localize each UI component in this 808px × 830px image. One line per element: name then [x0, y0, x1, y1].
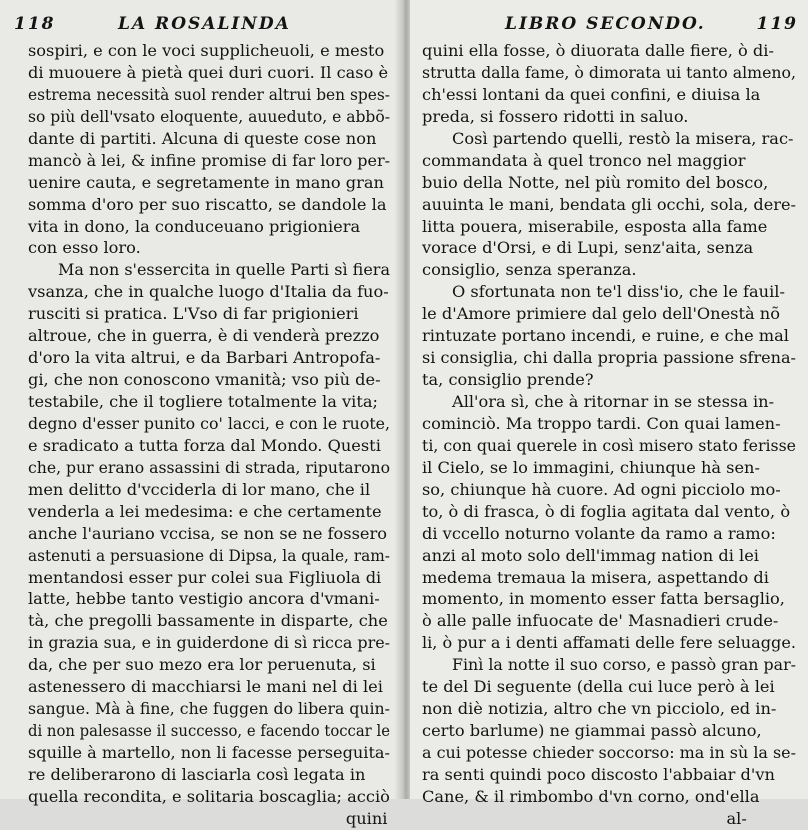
- text-line: certo barlume) ne giammai passò alcuno,: [422, 721, 762, 741]
- text-line: so più dell'vsato eloquente, auueduto, e abbõ-: [28, 106, 390, 126]
- text-line: che, pur erano assassini di strada, riputarono: [28, 457, 390, 477]
- text-line: squille à martello, non li facesse perseguita-: [28, 743, 390, 762]
- text-line: ch'essi lontani da quei confini, e diuisa la: [422, 84, 761, 104]
- text-line: a cui potesse chieder soccorso: ma in sù la se-: [422, 743, 796, 762]
- text-line: Cane, & il rimbombo d'vn corno, ond'ella: [422, 786, 760, 806]
- text-line: tà, che pregolli bassamente in disparte, che: [28, 611, 388, 631]
- text-line: astenessero di macchiarsi le mani nel di lei: [28, 677, 383, 697]
- left-page-text: [28, 40, 423, 830]
- text-line: e sradicato a tutta forza dal Mondo. Questi: [28, 435, 381, 455]
- text-line: ta, consiglio prende?: [422, 370, 594, 390]
- left-page-number: 118: [14, 14, 56, 34]
- text-line: anche l'auriano vccisa, se non se ne fossero: [28, 523, 387, 543]
- text-line: preda, si fossero ridotti in saluo.: [422, 106, 689, 126]
- text-line: te del Di seguente (della cui luce però à lei: [422, 677, 775, 697]
- text-line: Ma non s'essercita in quelle Parti sì fiera: [58, 260, 390, 280]
- text-line: consiglio, senza speranza.: [422, 260, 637, 280]
- text-line: vorace d'Orsi, e di Lupi, senz'aita, senza: [422, 238, 754, 258]
- text-line: Così partendo quelli, restò la misera, rac-: [452, 128, 794, 148]
- text-line: rintuzate portano incendi, e ruine, e che mal: [422, 326, 789, 346]
- text-line: men delitto d'vcciderla di lor mano, che il: [28, 479, 371, 499]
- left-page-header: [0, 14, 402, 38]
- text-line: Finì la notte il suo corso, e passò gran par-: [452, 655, 796, 675]
- text-line: momento, in momento esser fatta bersaglio,: [422, 589, 785, 609]
- text-line: da, che per suo mezo era lor peruenuta, si: [28, 655, 376, 675]
- text-line: mentandosi esser pur colei sua Figliuola di: [28, 567, 382, 587]
- text-line: non diè notizia, altro che vn picciolo, ed in-: [422, 699, 777, 719]
- text-line: vsanza, che in qualche luogo d'Italia da fuo-: [28, 282, 389, 302]
- text-line: cominciò. Ma troppo tardi. Con quai lamen-: [422, 413, 781, 433]
- right-page: [410, 0, 808, 828]
- text-line: uenire cauta, e segretamente in mano gran: [28, 172, 384, 192]
- text-line: li, ò pur a i denti affamati delle fere seluagge.: [422, 633, 796, 653]
- text-line: anzi al moto solo dell'immag nation di lei: [422, 545, 759, 565]
- text-line: con esso loro.: [28, 238, 141, 258]
- text-line: to, ò di frasca, ò di foglia agitata dal vento, ò: [422, 501, 791, 521]
- text-line: le d'Amore primiere dal gelo dell'Onestà nõ: [422, 304, 780, 324]
- text-line: ra senti quindi poco discosto l'abbaiar d'vn: [422, 764, 775, 784]
- text-line: mancò à lei, & infine promise di far loro per-: [28, 150, 390, 170]
- text-line: di non palesasse il successo, e facendo toccar le: [28, 721, 390, 741]
- text-line: rusciti si pratica. L'Vso di far prigionieri: [28, 304, 359, 324]
- text-line: venderla a lei medesima: e che certamente: [28, 501, 382, 521]
- text-line: commandata à quel tronco nel maggior: [422, 150, 746, 170]
- text-line: quini ella fosse, ò diuorata dalle fiere, ò di-: [422, 41, 774, 60]
- text-line: d'oro la vita altrui, e da Barbari Antropofa-: [28, 348, 381, 368]
- text-line: so, chiunque hà cuore. Ad ogni picciolo mo-: [422, 479, 781, 499]
- text-line: vita in dono, la conduceuano prigioniera: [28, 216, 361, 236]
- text-line: altroue, che in guerra, è di venderà prezzo: [28, 326, 380, 346]
- text-line: quella recondita, e solitaria boscaglia; acciò: [28, 786, 390, 806]
- text-line: degno d'esser punito co' lacci, e con le ruote,: [28, 413, 390, 433]
- text-line: sospiri, e con le voci supplicheuoli, e mesto: [28, 41, 385, 60]
- text-line: si consiglia, chi dalla propria passione sfrena-: [422, 348, 796, 368]
- text-line: medema tremaua la misera, aspettando di: [422, 567, 769, 587]
- text-line: somma d'oro per suo riscatto, se dandole la: [28, 194, 387, 214]
- right-page-number: 119: [756, 14, 798, 34]
- text-line: latte, hebbe tanto vestigio ancora d'vmani-: [28, 589, 380, 609]
- left-page: [0, 0, 402, 828]
- text-line: All'ora sì, che à ritornar in se stessa in-: [452, 392, 775, 411]
- text-line: O sfortunata non te'l diss'io, che le fauil-: [452, 282, 785, 302]
- text-line: sangue. Mà à fine, che fuggen do libera quin-: [28, 699, 390, 719]
- text-line: testabile, che il togliere totalmente la vita;: [28, 392, 378, 411]
- text-line: gi, che non conoscono vmanità; vso più de-: [28, 370, 381, 390]
- right-page-text: [422, 40, 807, 830]
- text-line: auuinta le mani, bendata gli occhi, sola, dere-: [422, 194, 796, 214]
- text-line: di vccello noturno volante da ramo a ramo:: [422, 523, 776, 543]
- text-line: astenuti a persuasione di Dipsa, la quale, ram-: [28, 545, 390, 565]
- text-line: di muouere à pietà quei duri cuori. Il caso è: [28, 62, 389, 82]
- text-line: strutta dalla fame, ò dimorata ui tanto almeno,: [422, 62, 796, 82]
- text-line: in grazia sua, e in guiderdone di sì ricca pre-: [28, 633, 390, 653]
- text-line: dante di partiti. Alcuna di queste cose non: [28, 128, 377, 148]
- text-line: buio della Notte, nel più romito del bosco,: [422, 172, 769, 192]
- text-line: litta pouera, miserabile, esposta alla fame: [422, 216, 768, 236]
- text-line: re deliberarono di lasciarla così legata in: [28, 764, 366, 784]
- left-running-head: LA ROSALINDA: [118, 14, 291, 34]
- right-page-header: [410, 14, 808, 38]
- right-running-head: LIBRO SECONDO.: [505, 14, 706, 34]
- catchword: al-: [726, 808, 747, 828]
- catchword: quini: [345, 808, 388, 828]
- text-line: il Cielo, se lo immagini, chiunque hà sen-: [422, 457, 760, 477]
- text-line: ò alle palle infuocate de' Masnadieri crude-: [422, 611, 779, 631]
- text-line: estrema necessità suol render altrui ben spes-: [28, 84, 390, 104]
- text-line: ti, con quai querele in così misero stato ferisse: [422, 435, 796, 455]
